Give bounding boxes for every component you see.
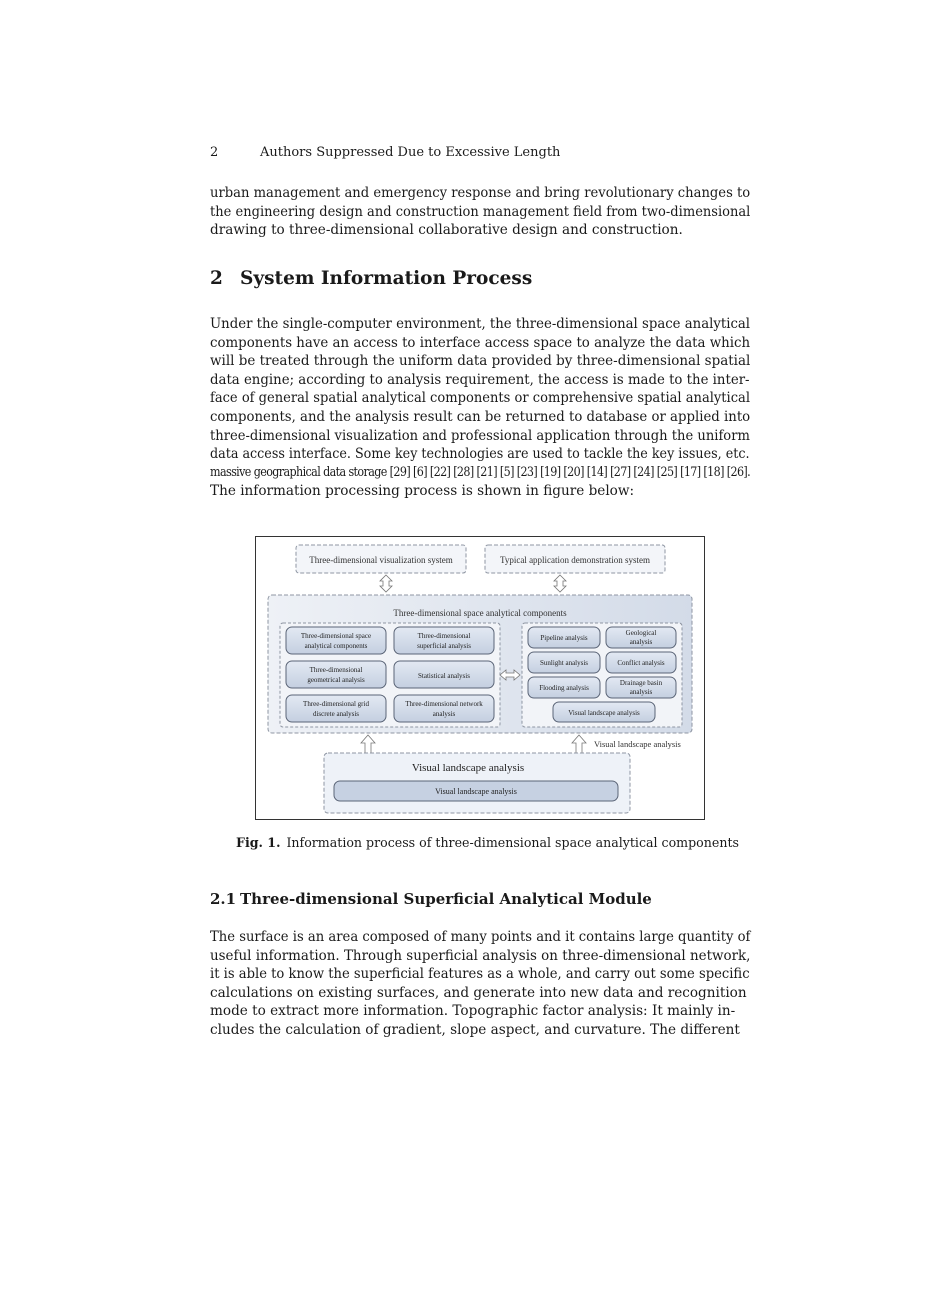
svg-text:Geologicalanalysis (626, 629, 657, 646)
text-line: cludes the calculation of gradient, slope aspect, and curvature. The different (210, 1021, 740, 1038)
caption-text: Information process of three-dimensional space analytical components (286, 835, 739, 850)
caption-label: Fig. 1. (236, 835, 281, 850)
text-line: drawing to three-dimensional collaborative design and construction. (210, 222, 683, 239)
page-number: 2 (210, 145, 219, 160)
text-line: data engine; according to analysis requirement, the access is made to the inter- (210, 371, 750, 388)
pill-label: Pipeline analysis (540, 634, 588, 642)
pill-label: Three-dimensional network (405, 700, 483, 708)
pill-label: analysis (629, 638, 653, 646)
text-line: three-dimensional visualization and professional application through the uniform (210, 427, 750, 444)
subsection-title: Three-dimensional Superficial Analytical Module (240, 890, 652, 908)
pill-label: analysis (432, 710, 456, 718)
top-arrows (380, 575, 566, 592)
pill-label: Three-dimensional (309, 666, 363, 674)
pill-label: Flooding analysis (539, 684, 589, 692)
pill-label: Three-dimensional grid (303, 700, 369, 708)
pill-label: Visual landscape analysis (568, 709, 640, 717)
text-line: useful information. Through superficial analysis on three-dimensional network, (210, 947, 751, 964)
double-arrow-icon (554, 575, 566, 592)
svg-text:Sunlight analysis (540, 659, 588, 667)
subsection-heading (210, 890, 652, 908)
pill-label: geometrical analysis (307, 676, 365, 684)
top-right-box-label: Typical application demonstration system (499, 555, 651, 565)
subsection-paragraph (210, 928, 750, 1040)
pill-label: Statistical analysis (418, 672, 470, 680)
text-line: mode to extract more information. Topographic factor analysis: It mainly in- (210, 1003, 736, 1020)
svg-text:Flooding analysis (539, 684, 589, 692)
text-line: Under the single-computer environment, the three-dimensional space analytical (210, 316, 751, 332)
pill-label: Sunlight analysis (539, 659, 589, 667)
bottom-box-title: Visual landscape analysis (411, 762, 525, 774)
pill-label: Geological (625, 629, 657, 637)
svg-text:Visual landscape analysis (568, 709, 640, 717)
components-title: Three-dimensional space analytical components (393, 608, 567, 618)
citation-line: massive geographical data storage [29] [6] [22] [28] [21] [5] [23] [19] [20] [14] [27] [24] [25] [17] [18] [26]. (210, 464, 751, 480)
text-line: will be treated through the uniform data provided by three-dimensional spatial (210, 353, 751, 370)
figure-1 (255, 536, 705, 820)
text-line: it is able to know the superficial features as a whole, and carry out some specific (210, 966, 750, 983)
double-arrow-icon (380, 575, 392, 592)
pill-label: analytical components (304, 642, 368, 650)
top-left-box-label: Three-dimensional visualization system (309, 555, 453, 565)
text-line: components, and the analysis result can be returned to database or applied into (210, 408, 751, 425)
bottom-bar-label: Visual landscape analysis (435, 787, 517, 796)
intro-paragraph (210, 184, 750, 240)
pill-label: Three-dimensional space (300, 632, 372, 640)
svg-text:Statistical analysis (418, 672, 470, 680)
text-line: calculations on existing surfaces, and generate into new data and recognition (210, 984, 747, 1001)
pill-label: analysis (629, 688, 653, 696)
running-title: Authors Suppressed Due to Excessive Length (260, 145, 561, 160)
text-line: The information processing process is shown in figure below: (210, 483, 635, 500)
section-title: System Information Process (240, 268, 533, 289)
text-line: data access interface. Some key technologies are used to tackle the key issues, etc. (210, 446, 750, 463)
section-number: 2 (210, 268, 223, 289)
pill-label: superficial analysis (417, 642, 471, 650)
side-label: Visual landscape analysis (594, 739, 681, 749)
text-line: urban management and emergency response and bring revolutionary changes to (210, 185, 751, 201)
svg-text:Conflict analysis (617, 659, 665, 667)
text-line: the engineering design and construction management field from two-dimensional (210, 203, 751, 220)
text-line: face of general spatial analytical components or comprehensive spatial analytical (210, 390, 751, 407)
text-line: The surface is an area composed of many points and it contains large quantity of (210, 929, 751, 945)
pill-label: Drainage basin (619, 679, 663, 687)
pill-label: Conflict analysis (617, 659, 665, 667)
figure-caption (236, 835, 739, 850)
process-diagram (256, 537, 704, 819)
text-line: components have an access to interface access space to analyze the data which (210, 334, 751, 351)
subsection-number: 2.1 (210, 890, 237, 908)
section-heading (210, 268, 532, 289)
running-header (210, 145, 560, 160)
section-paragraph (210, 315, 750, 501)
svg-text:Pipeline analysis (540, 634, 588, 642)
pill-label: discrete analysis (312, 710, 360, 718)
pill-label: Three-dimensional (417, 632, 471, 640)
